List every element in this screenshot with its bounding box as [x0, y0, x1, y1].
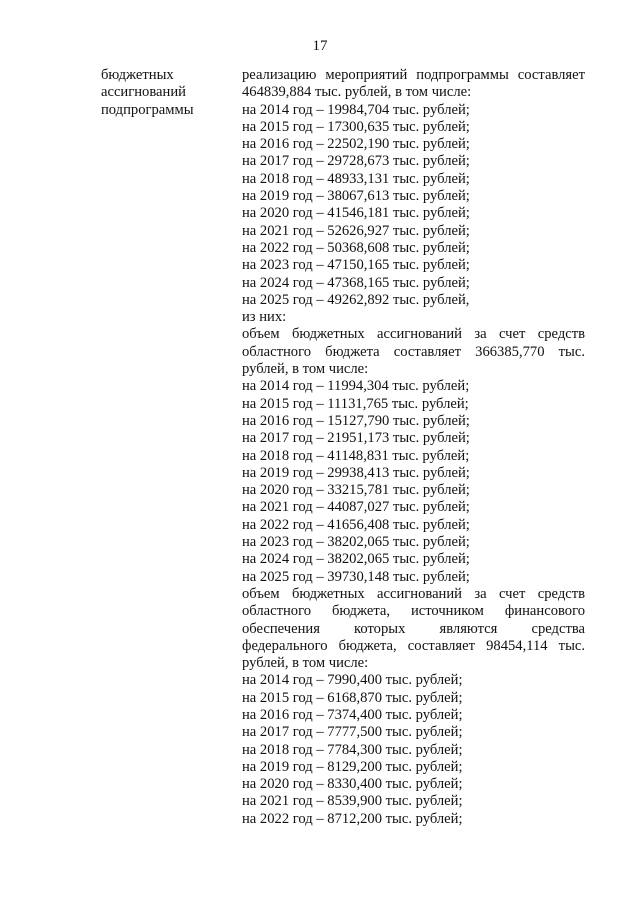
- text-line: на 2018 год – 41148,831 тыс. рублей;: [242, 447, 470, 464]
- text-line: объем бюджетных ассигнований за счет средств: [242, 585, 585, 602]
- text-line: на 2020 год – 8330,400 тыс. рублей;: [242, 776, 463, 793]
- text-line: на 2021 год – 8539,900 тыс. рублей;: [242, 793, 463, 810]
- text-line: на 2023 год – 38202,065 тыс. рублей;: [242, 534, 470, 551]
- text-line: на 2018 год – 7784,300 тыс. рублей;: [242, 741, 463, 758]
- text-line: на 2014 год – 11994,304 тыс. рублей;: [242, 378, 470, 395]
- text-line: рублей, в том числе:: [242, 655, 369, 672]
- text-line: на 2022 год – 8712,200 тыс. рублей;: [242, 810, 463, 827]
- left-column-label: [101, 67, 226, 119]
- text-line: на 2024 год – 38202,065 тыс. рублей;: [242, 551, 470, 568]
- text-line: федерального бюджета, составляет 98454,114 тыс.: [242, 637, 585, 654]
- text-line: на 2024 год – 47368,165 тыс. рублей;: [242, 274, 470, 291]
- text-line: на 2017 год – 21951,173 тыс. рублей;: [242, 430, 470, 447]
- text-line: на 2019 год – 29938,413 тыс. рублей;: [242, 464, 470, 481]
- text-line: на 2020 год – 41546,181 тыс. рублей;: [242, 205, 470, 222]
- left-column-line: ассигнований: [101, 84, 186, 101]
- right-column-text: [242, 67, 585, 828]
- text-line: на 2015 год – 11131,765 тыс. рублей;: [242, 395, 469, 412]
- text-line: на 2023 год – 47150,165 тыс. рублей;: [242, 257, 470, 274]
- text-line: на 2020 год – 33215,781 тыс. рублей;: [242, 482, 470, 499]
- text-line: областного бюджета составляет 366385,770 тыс.: [242, 343, 585, 360]
- text-line: на 2017 год – 29728,673 тыс. рублей;: [242, 153, 470, 170]
- text-line: на 2022 год – 41656,408 тыс. рублей;: [242, 516, 470, 533]
- text-line: из них:: [242, 309, 287, 326]
- text-line: на 2022 год – 50368,608 тыс. рублей;: [242, 239, 470, 256]
- text-line: на 2016 год – 22502,190 тыс. рублей;: [242, 136, 470, 153]
- text-line: обеспечения которых являются средства: [242, 620, 585, 637]
- text-line: на 2015 год – 17300,635 тыс. рублей;: [242, 118, 470, 135]
- left-column-line: бюджетных: [101, 67, 174, 83]
- text-line: на 2018 год – 48933,131 тыс. рублей;: [242, 170, 470, 187]
- text-line: областного бюджета, источником финансового: [242, 603, 585, 620]
- text-line: на 2016 год – 7374,400 тыс. рублей;: [242, 706, 463, 723]
- left-column-line: подпрограммы: [101, 101, 194, 118]
- text-line: на 2016 год – 15127,790 тыс. рублей;: [242, 412, 470, 429]
- text-line: на 2025 год – 39730,148 тыс. рублей;: [242, 568, 470, 585]
- text-line: на 2025 год – 49262,892 тыс. рублей,: [242, 291, 470, 308]
- text-line: на 2015 год – 6168,870 тыс. рублей;: [242, 689, 463, 706]
- text-line: рублей, в том числе:: [242, 361, 369, 378]
- text-line: на 2017 год – 7777,500 тыс. рублей;: [242, 724, 463, 741]
- text-line: на 2021 год – 52626,927 тыс. рублей;: [242, 222, 470, 239]
- text-line: на 2014 год – 19984,704 тыс. рублей;: [242, 101, 470, 118]
- text-line: на 2019 год – 38067,613 тыс. рублей;: [242, 188, 470, 205]
- text-line: на 2014 год – 7990,400 тыс. рублей;: [242, 672, 463, 689]
- text-line: реализацию мероприятий подпрограммы составляет: [242, 67, 585, 83]
- text-line: на 2019 год – 8129,200 тыс. рублей;: [242, 758, 463, 775]
- text-line: объем бюджетных ассигнований за счет средств: [242, 326, 585, 343]
- text-line: на 2021 год – 44087,027 тыс. рублей;: [242, 499, 470, 516]
- page-number: 17: [312, 38, 328, 54]
- text-line: 464839,884 тыс. рублей, в том числе:: [242, 84, 472, 101]
